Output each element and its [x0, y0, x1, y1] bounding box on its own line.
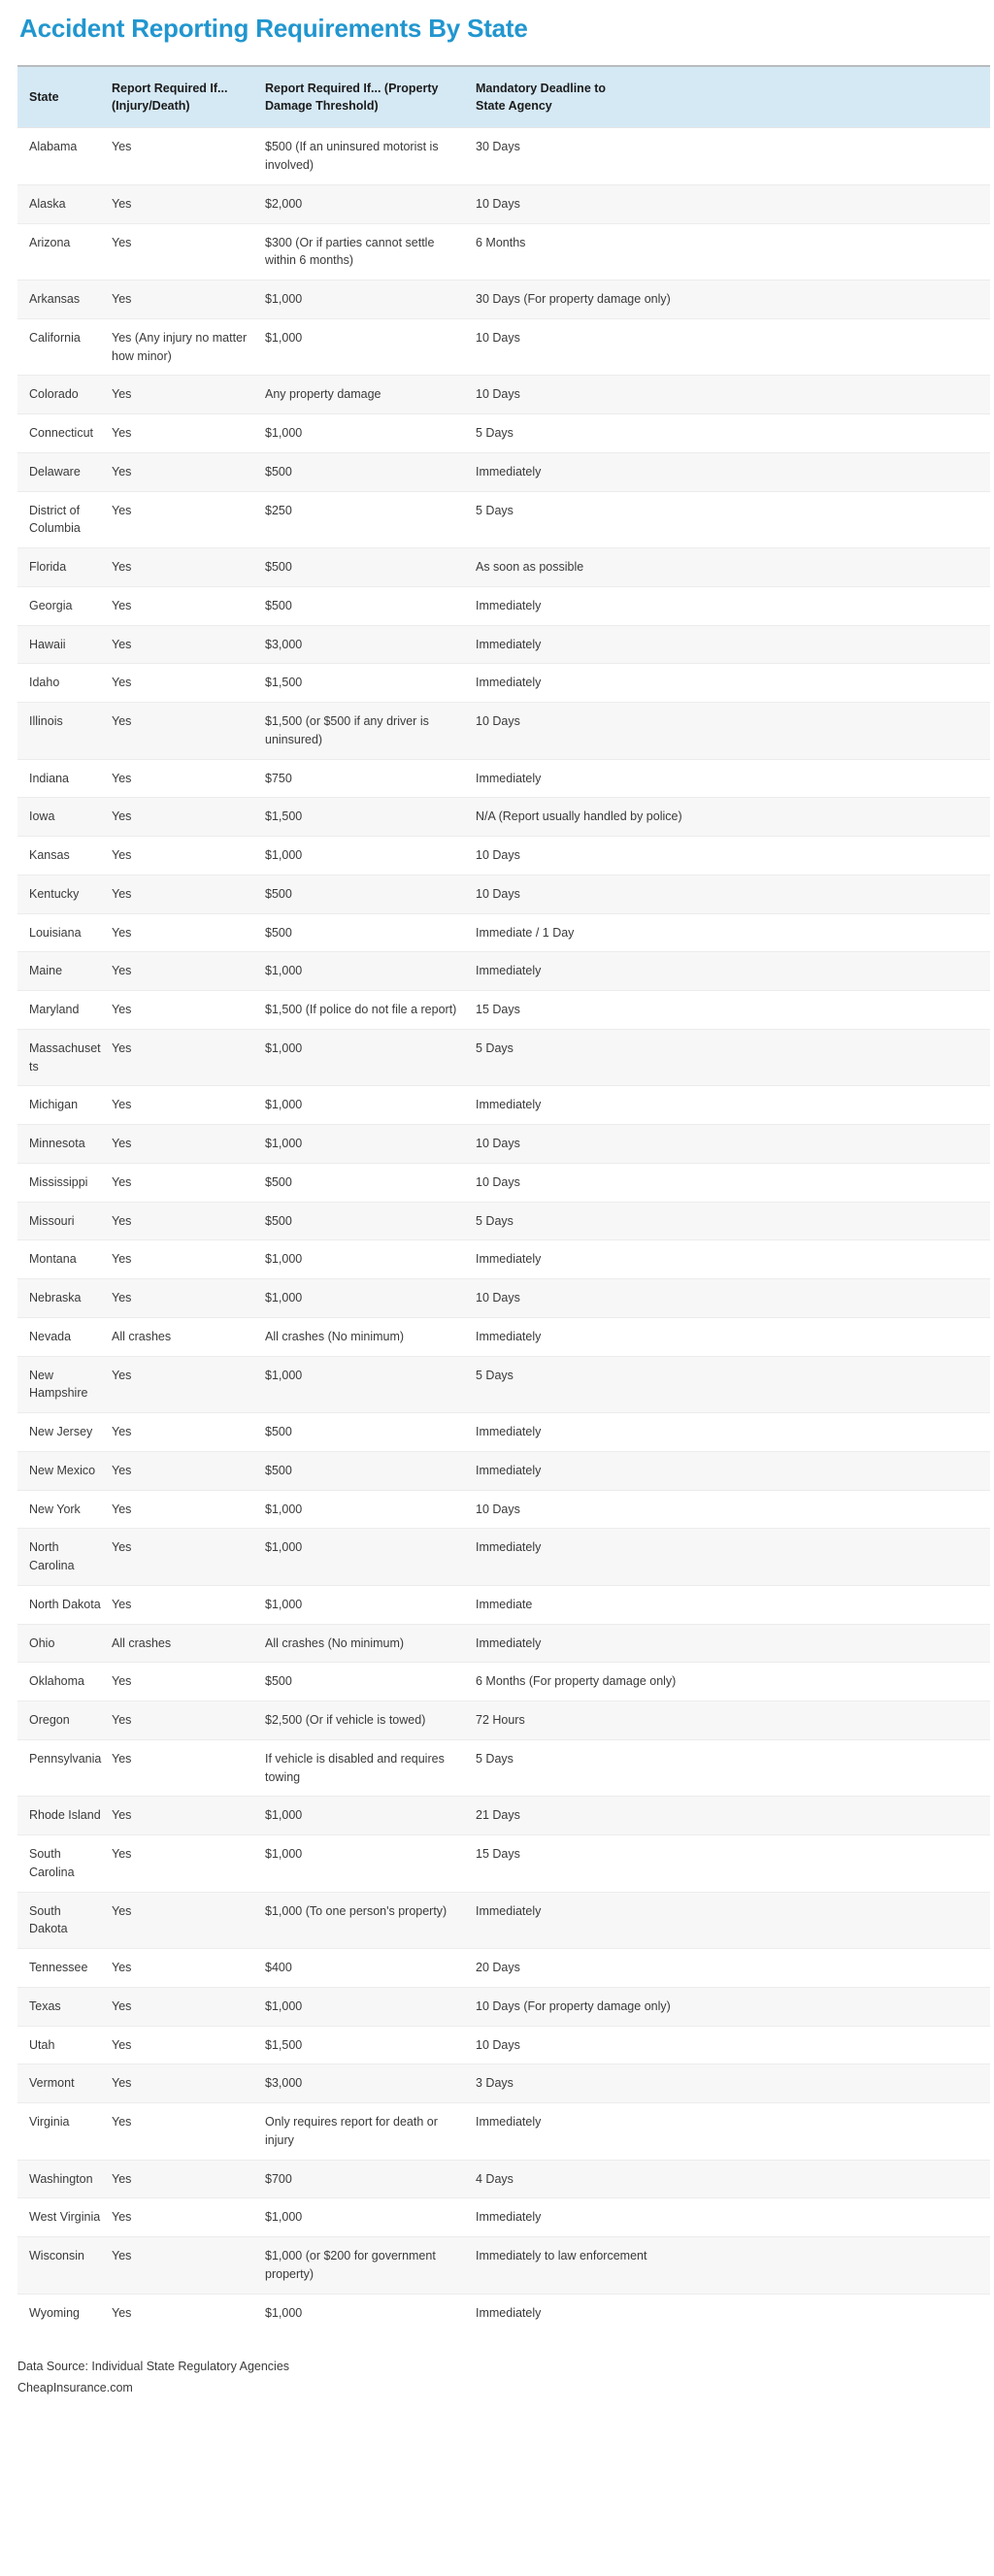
- table-row: [17, 2064, 990, 2103]
- table-row: [17, 664, 990, 703]
- cell-property-damage: $500: [265, 452, 476, 491]
- cell-property-damage: $1,000: [265, 1356, 476, 1413]
- cell-injury-death: Yes: [112, 2026, 265, 2064]
- cell-property-damage: $3,000: [265, 2064, 476, 2103]
- cell-state: Texas: [17, 1987, 112, 2026]
- cell-property-damage: $1,000: [265, 414, 476, 453]
- cell-state: North Carolina: [17, 1529, 112, 1586]
- cell-deadline: Immediately: [476, 586, 990, 625]
- cell-deadline: 20 Days: [476, 1949, 990, 1988]
- cell-injury-death: All crashes: [112, 1317, 265, 1356]
- cell-state: Louisiana: [17, 913, 112, 952]
- cell-state: Montana: [17, 1240, 112, 1279]
- cell-property-damage: $3,000: [265, 625, 476, 664]
- table-row: [17, 1125, 990, 1164]
- cell-deadline: 30 Days: [476, 128, 990, 185]
- data-source-line: Data Source: Individual State Regulatory Agencies: [17, 2360, 290, 2374]
- table-row: [17, 1624, 990, 1663]
- cell-state: Illinois: [17, 703, 112, 760]
- table-row: [17, 1029, 990, 1086]
- cell-state: Delaware: [17, 452, 112, 491]
- cell-state: Tennessee: [17, 1949, 112, 1988]
- cell-state: Ohio: [17, 1624, 112, 1663]
- cell-property-damage: All crashes (No minimum): [265, 1317, 476, 1356]
- table-row: [17, 2160, 990, 2198]
- column-header-state: [17, 66, 112, 128]
- table-row: [17, 703, 990, 760]
- cell-property-damage: $500: [265, 586, 476, 625]
- cell-property-damage: $1,000: [265, 1086, 476, 1125]
- table-row: [17, 491, 990, 548]
- table-row: [17, 913, 990, 952]
- cell-state: Virginia: [17, 2103, 112, 2161]
- cell-property-damage: $1,000: [265, 1797, 476, 1835]
- cell-property-damage: $1,000: [265, 2198, 476, 2237]
- column-header-deadline-line2: State Agency: [476, 99, 552, 114]
- cell-deadline: 5 Days: [476, 414, 990, 453]
- column-header-deadline-line1: Mandatory Deadline to: [476, 82, 607, 96]
- cell-property-damage: $500: [265, 875, 476, 913]
- cell-state: California: [17, 318, 112, 376]
- cell-injury-death: Yes: [112, 2160, 265, 2198]
- table-row: [17, 281, 990, 319]
- cell-deadline: Immediate: [476, 1585, 990, 1624]
- cell-deadline: 10 Days: [476, 2026, 990, 2064]
- table-row: [17, 1949, 990, 1988]
- cell-state: Arkansas: [17, 281, 112, 319]
- table-footer: [17, 2357, 994, 2420]
- cell-deadline: 5 Days: [476, 1029, 990, 1086]
- cell-deadline: As soon as possible: [476, 548, 990, 587]
- cell-property-damage: $1,000: [265, 1490, 476, 1529]
- cell-state: Idaho: [17, 664, 112, 703]
- cell-deadline: Immediately: [476, 1413, 990, 1452]
- table-row: [17, 2198, 990, 2237]
- column-header-injury-death: [112, 66, 265, 128]
- cell-injury-death: Yes: [112, 414, 265, 453]
- cell-property-damage: $2,000: [265, 184, 476, 223]
- table-row: [17, 548, 990, 587]
- cell-deadline: 10 Days: [476, 837, 990, 875]
- cell-injury-death: Yes: [112, 1451, 265, 1490]
- cell-injury-death: Yes: [112, 625, 265, 664]
- table-row: [17, 318, 990, 376]
- cell-injury-death: Yes: [112, 1413, 265, 1452]
- table-row: [17, 586, 990, 625]
- cell-property-damage: If vehicle is disabled and requires towing: [265, 1739, 476, 1797]
- table-row: [17, 223, 990, 281]
- cell-state: Iowa: [17, 798, 112, 837]
- table-row: [17, 376, 990, 414]
- cell-state: Colorado: [17, 376, 112, 414]
- cell-deadline: 5 Days: [476, 491, 990, 548]
- cell-deadline: Immediately to law enforcement: [476, 2237, 990, 2295]
- cell-state: Kentucky: [17, 875, 112, 913]
- cell-state: Wyoming: [17, 2294, 112, 2331]
- cell-injury-death: Yes: [112, 2064, 265, 2103]
- cell-deadline: 15 Days: [476, 991, 990, 1030]
- cell-deadline: Immediately: [476, 759, 990, 798]
- cell-deadline: 15 Days: [476, 1835, 990, 1893]
- table-header-row: [17, 66, 990, 128]
- cell-deadline: 3 Days: [476, 2064, 990, 2103]
- table-row: [17, 414, 990, 453]
- cell-injury-death: Yes: [112, 1125, 265, 1164]
- cell-deadline: Immediately: [476, 1317, 990, 1356]
- cell-state: Arizona: [17, 223, 112, 281]
- cell-state: New Jersey: [17, 1413, 112, 1452]
- cell-state: District of Columbia: [17, 491, 112, 548]
- cell-state: Oklahoma: [17, 1663, 112, 1701]
- cell-property-damage: $1,000: [265, 1240, 476, 1279]
- cell-deadline: Immediately: [476, 1240, 990, 1279]
- cell-injury-death: Yes: [112, 1987, 265, 2026]
- cell-property-damage: $1,000: [265, 318, 476, 376]
- table-row: [17, 1086, 990, 1125]
- cell-property-damage: $1,000: [265, 952, 476, 991]
- cell-property-damage: $500: [265, 1413, 476, 1452]
- cell-state: Hawaii: [17, 625, 112, 664]
- cell-injury-death: Yes: [112, 1490, 265, 1529]
- cell-deadline: Immediately: [476, 1529, 990, 1586]
- cell-state: Alabama: [17, 128, 112, 185]
- cell-injury-death: Yes: [112, 452, 265, 491]
- cell-state: Alaska: [17, 184, 112, 223]
- table-row: [17, 1279, 990, 1318]
- table-row: [17, 875, 990, 913]
- cell-deadline: 6 Months (For property damage only): [476, 1663, 990, 1701]
- column-header-damage-line1: Report Required If... (Property: [265, 82, 439, 96]
- column-header-deadline: [476, 66, 990, 128]
- cell-deadline: 10 Days: [476, 318, 990, 376]
- cell-property-damage: $700: [265, 2160, 476, 2198]
- cell-injury-death: Yes: [112, 875, 265, 913]
- cell-state: New Mexico: [17, 1451, 112, 1490]
- cell-deadline: 30 Days (For property damage only): [476, 281, 990, 319]
- table-row: [17, 184, 990, 223]
- cell-injury-death: Yes: [112, 1240, 265, 1279]
- column-header-injury-line1: Report Required If...: [112, 82, 228, 96]
- table-row: [17, 1835, 990, 1893]
- table-row: [17, 1240, 990, 1279]
- cell-deadline: 10 Days: [476, 1163, 990, 1202]
- cell-property-damage: $400: [265, 1949, 476, 1988]
- table-row: [17, 1892, 990, 1949]
- cell-state: Connecticut: [17, 414, 112, 453]
- cell-state: Utah: [17, 2026, 112, 2064]
- cell-property-damage: $1,500: [265, 798, 476, 837]
- cell-state: Nevada: [17, 1317, 112, 1356]
- table-row: [17, 759, 990, 798]
- cell-state: Washington: [17, 2160, 112, 2198]
- cell-property-damage: $1,000: [265, 1125, 476, 1164]
- cell-injury-death: Yes: [112, 1086, 265, 1125]
- cell-injury-death: Yes: [112, 1029, 265, 1086]
- cell-deadline: Immediately: [476, 1451, 990, 1490]
- cell-injury-death: Yes: [112, 952, 265, 991]
- cell-deadline: 4 Days: [476, 2160, 990, 2198]
- cell-property-damage: $1,500 (or $500 if any driver is uninsured): [265, 703, 476, 760]
- cell-property-damage: $250: [265, 491, 476, 548]
- cell-property-damage: $1,000: [265, 2294, 476, 2331]
- cell-deadline: 21 Days: [476, 1797, 990, 1835]
- table-row: [17, 1202, 990, 1240]
- table-row: [17, 2237, 990, 2295]
- cell-injury-death: Yes: [112, 2294, 265, 2331]
- cell-state: Vermont: [17, 2064, 112, 2103]
- cell-injury-death: Yes: [112, 184, 265, 223]
- cell-property-damage: $500 (If an uninsured motorist is involved): [265, 128, 476, 185]
- cell-property-damage: $1,500: [265, 664, 476, 703]
- cell-property-damage: All crashes (No minimum): [265, 1624, 476, 1663]
- cell-injury-death: All crashes: [112, 1624, 265, 1663]
- cell-injury-death: Yes: [112, 586, 265, 625]
- table-row: [17, 1739, 990, 1797]
- cell-injury-death: Yes: [112, 376, 265, 414]
- cell-state: West Virginia: [17, 2198, 112, 2237]
- cell-property-damage: $500: [265, 1663, 476, 1701]
- column-header-injury-line2: (Injury/Death): [112, 99, 190, 114]
- cell-injury-death: Yes: [112, 281, 265, 319]
- cell-injury-death: Yes: [112, 1202, 265, 1240]
- cell-deadline: 10 Days: [476, 376, 990, 414]
- cell-injury-death: Yes: [112, 1585, 265, 1624]
- brand-line: CheapInsurance.com: [17, 2380, 133, 2394]
- cell-injury-death: Yes: [112, 223, 265, 281]
- cell-state: Missouri: [17, 1202, 112, 1240]
- cell-injury-death: Yes: [112, 1529, 265, 1586]
- table-row: [17, 837, 990, 875]
- column-header-property-damage: [265, 66, 476, 128]
- cell-property-damage: $1,000: [265, 281, 476, 319]
- table-container: [17, 65, 990, 2331]
- table-row: [17, 1701, 990, 1740]
- cell-deadline: Immediately: [476, 2198, 990, 2237]
- cell-deadline: 5 Days: [476, 1739, 990, 1797]
- column-header-state-line1: State: [29, 90, 59, 105]
- cell-injury-death: Yes: [112, 2237, 265, 2295]
- cell-deadline: 10 Days: [476, 1490, 990, 1529]
- cell-injury-death: Yes: [112, 491, 265, 548]
- cell-deadline: 5 Days: [476, 1356, 990, 1413]
- cell-deadline: Immediately: [476, 2103, 990, 2161]
- cell-deadline: 10 Days: [476, 875, 990, 913]
- cell-deadline: Immediately: [476, 1086, 990, 1125]
- table-row: [17, 625, 990, 664]
- cell-property-damage: $1,000: [265, 1029, 476, 1086]
- cell-injury-death: Yes (Any injury no matter how minor): [112, 318, 265, 376]
- cell-injury-death: Yes: [112, 1279, 265, 1318]
- cell-property-damage: $1,000: [265, 1529, 476, 1586]
- cell-property-damage: $1,000: [265, 837, 476, 875]
- cell-state: Massachusetts: [17, 1029, 112, 1086]
- cell-property-damage: $500: [265, 913, 476, 952]
- cell-injury-death: Yes: [112, 1663, 265, 1701]
- accident-reporting-table: [17, 65, 990, 2331]
- table-row: [17, 452, 990, 491]
- cell-property-damage: Any property damage: [265, 376, 476, 414]
- cell-property-damage: Only requires report for death or injury: [265, 2103, 476, 2161]
- cell-injury-death: Yes: [112, 128, 265, 185]
- cell-property-damage: $500: [265, 1451, 476, 1490]
- cell-deadline: Immediately: [476, 1624, 990, 1663]
- cell-deadline: Immediately: [476, 625, 990, 664]
- cell-injury-death: Yes: [112, 991, 265, 1030]
- cell-property-damage: $1,000 (or $200 for government property): [265, 2237, 476, 2295]
- cell-state: South Carolina: [17, 1835, 112, 1893]
- table-row: [17, 1413, 990, 1452]
- table-row: [17, 952, 990, 991]
- cell-injury-death: Yes: [112, 759, 265, 798]
- cell-deadline: Immediate / 1 Day: [476, 913, 990, 952]
- cell-deadline: 6 Months: [476, 223, 990, 281]
- cell-state: North Dakota: [17, 1585, 112, 1624]
- cell-deadline: Immediately: [476, 1892, 990, 1949]
- cell-property-damage: $1,500 (If police do not file a report): [265, 991, 476, 1030]
- cell-state: Oregon: [17, 1701, 112, 1740]
- cell-property-damage: $1,000: [265, 1835, 476, 1893]
- table-row: [17, 1356, 990, 1413]
- table-row: [17, 1490, 990, 1529]
- table-row: [17, 1451, 990, 1490]
- table-row: [17, 1317, 990, 1356]
- cell-state: Minnesota: [17, 1125, 112, 1164]
- cell-state: Kansas: [17, 837, 112, 875]
- table-row: [17, 1663, 990, 1701]
- cell-property-damage: $1,000: [265, 1585, 476, 1624]
- cell-injury-death: Yes: [112, 2198, 265, 2237]
- cell-state: Pennsylvania: [17, 1739, 112, 1797]
- cell-deadline: 72 Hours: [476, 1701, 990, 1740]
- cell-state: Florida: [17, 548, 112, 587]
- table-header: [17, 66, 990, 128]
- table-row: [17, 798, 990, 837]
- table-row: [17, 2103, 990, 2161]
- cell-state: Maine: [17, 952, 112, 991]
- table-body: [17, 128, 990, 2332]
- cell-deadline: Immediately: [476, 452, 990, 491]
- cell-injury-death: Yes: [112, 664, 265, 703]
- cell-injury-death: Yes: [112, 1892, 265, 1949]
- cell-state: Mississippi: [17, 1163, 112, 1202]
- cell-injury-death: Yes: [112, 1163, 265, 1202]
- cell-state: Indiana: [17, 759, 112, 798]
- cell-deadline: 10 Days: [476, 703, 990, 760]
- cell-injury-death: Yes: [112, 1356, 265, 1413]
- cell-property-damage: $1,000: [265, 1987, 476, 2026]
- cell-property-damage: $1,500: [265, 2026, 476, 2064]
- cell-state: Nebraska: [17, 1279, 112, 1318]
- column-header-damage-line2: Damage Threshold): [265, 99, 379, 114]
- cell-injury-death: Yes: [112, 913, 265, 952]
- cell-injury-death: Yes: [112, 548, 265, 587]
- cell-property-damage: $1,000 (To one person's property): [265, 1892, 476, 1949]
- cell-state: Maryland: [17, 991, 112, 1030]
- cell-property-damage: $1,000: [265, 1279, 476, 1318]
- cell-state: Rhode Island: [17, 1797, 112, 1835]
- cell-deadline: Immediately: [476, 2294, 990, 2331]
- cell-deadline: Immediately: [476, 952, 990, 991]
- cell-injury-death: Yes: [112, 1949, 265, 1988]
- cell-deadline: Immediately: [476, 664, 990, 703]
- cell-state: New Hampshire: [17, 1356, 112, 1413]
- cell-injury-death: Yes: [112, 798, 265, 837]
- cell-property-damage: $750: [265, 759, 476, 798]
- table-row: [17, 2026, 990, 2064]
- table-row: [17, 991, 990, 1030]
- cell-property-damage: $500: [265, 1202, 476, 1240]
- cell-state: Georgia: [17, 586, 112, 625]
- cell-deadline: N/A (Report usually handled by police): [476, 798, 990, 837]
- cell-state: Michigan: [17, 1086, 112, 1125]
- table-row: [17, 1529, 990, 1586]
- cell-injury-death: Yes: [112, 1701, 265, 1740]
- cell-injury-death: Yes: [112, 1739, 265, 1797]
- cell-deadline: 5 Days: [476, 1202, 990, 1240]
- cell-property-damage: $300 (Or if parties cannot settle within 6 months): [265, 223, 476, 281]
- table-row: [17, 1163, 990, 1202]
- cell-injury-death: Yes: [112, 837, 265, 875]
- cell-property-damage: $500: [265, 1163, 476, 1202]
- page-title: Accident Reporting Requirements By State: [19, 14, 528, 43]
- table-row: [17, 1987, 990, 2026]
- table-row: [17, 1585, 990, 1624]
- table-row: [17, 2294, 990, 2331]
- cell-injury-death: Yes: [112, 1835, 265, 1893]
- cell-deadline: 10 Days: [476, 1279, 990, 1318]
- cell-property-damage: $2,500 (Or if vehicle is towed): [265, 1701, 476, 1740]
- cell-state: Wisconsin: [17, 2237, 112, 2295]
- cell-deadline: 10 Days (For property damage only): [476, 1987, 990, 2026]
- cell-state: New York: [17, 1490, 112, 1529]
- table-row: [17, 1797, 990, 1835]
- cell-deadline: 10 Days: [476, 1125, 990, 1164]
- cell-injury-death: Yes: [112, 703, 265, 760]
- cell-deadline: 10 Days: [476, 184, 990, 223]
- table-row: [17, 128, 990, 185]
- cell-property-damage: $500: [265, 548, 476, 587]
- cell-state: South Dakota: [17, 1892, 112, 1949]
- cell-injury-death: Yes: [112, 2103, 265, 2161]
- cell-injury-death: Yes: [112, 1797, 265, 1835]
